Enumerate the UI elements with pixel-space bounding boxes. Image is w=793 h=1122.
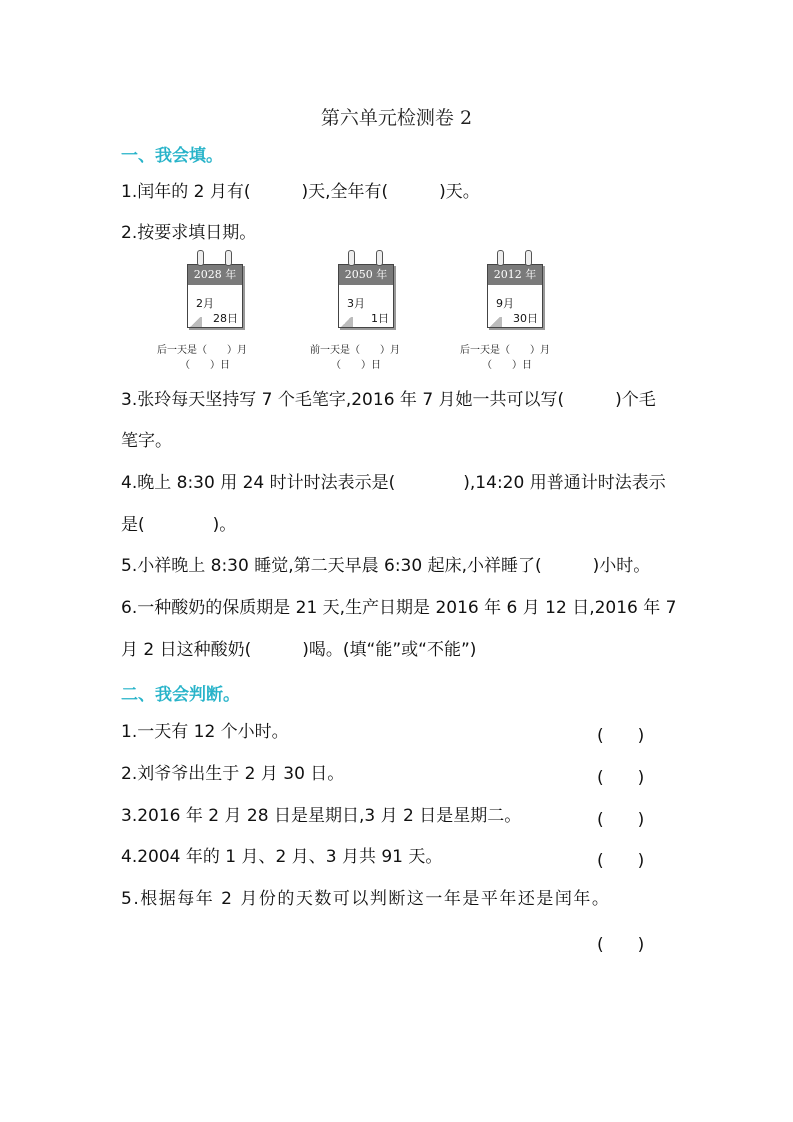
calendar-2028 xyxy=(185,258,243,330)
page-curl-icon xyxy=(488,317,502,327)
binder-ring-icon xyxy=(348,250,355,266)
question-5: 5.小祥晚上 8:30 睡觉,第二天早晨 6:30 起床,小祥睡了( )小时。 xyxy=(121,556,651,576)
calendar-year: 2050 年 xyxy=(339,265,393,285)
calendar-month: 3月 xyxy=(347,297,365,310)
calendar-2012 xyxy=(485,258,543,330)
calendar-day: 1日 xyxy=(371,312,389,325)
answer-paren: ( ) xyxy=(597,851,645,871)
binder-ring-icon xyxy=(197,250,204,266)
question-4-line-1: 4.晚上 8:30 用 24 时计时法表示是( ),14:20 用普通计时法表示 xyxy=(121,473,666,493)
calendar-year: 2012 年 xyxy=(488,265,542,285)
binder-ring-icon xyxy=(225,250,232,266)
question-6-line-2: 月 2 日这种酸奶( )喝。(填“能”或“不能”) xyxy=(121,640,477,660)
question-3-line-1: 3.张玲每天坚持写 7 个毛笔字,2016 年 7 月她一共可以写( )个毛 xyxy=(121,390,656,410)
binder-ring-icon xyxy=(525,250,532,266)
calendar-month: 2月 xyxy=(196,297,214,310)
page-curl-icon xyxy=(339,317,353,327)
binder-ring-icon xyxy=(497,250,504,266)
question-1: 1.闰年的 2 月有( )天,全年有( )天。 xyxy=(121,182,480,202)
judge-item-1: 1.一天有 12 个小时。 xyxy=(121,722,289,742)
judge-item-3: 3.2016 年 2 月 28 日是星期日,3 月 2 日是星期二。 xyxy=(121,806,522,826)
judge-item-5: 5.根据每年 2 月份的天数可以判断这一年是平年还是闰年。 xyxy=(121,889,611,909)
calendar-day: 28日 xyxy=(213,312,238,325)
calendar-caption: 后一天是（ ）月 xyxy=(460,345,550,356)
question-4-line-2: 是( )。 xyxy=(121,515,237,535)
calendar-month: 9月 xyxy=(496,297,514,310)
calendar-day: 30日 xyxy=(513,312,538,325)
calendar-caption: （ ）日 xyxy=(180,360,230,371)
calendar-2050 xyxy=(336,258,394,330)
answer-paren: ( ) xyxy=(597,768,645,788)
calendar-caption: 前一天是（ ）月 xyxy=(310,345,400,356)
answer-paren: ( ) xyxy=(597,726,645,746)
question-2: 2.按要求填日期。 xyxy=(121,223,257,243)
section-heading-fill: 一、我会填。 xyxy=(121,146,223,166)
judge-item-2: 2.刘爷爷出生于 2 月 30 日。 xyxy=(121,764,345,784)
section-heading-judge: 二、我会判断。 xyxy=(121,685,240,705)
calendar-year: 2028 年 xyxy=(188,265,242,285)
page-title: 第六单元检测卷 2 xyxy=(320,107,473,129)
question-3-line-2: 笔字。 xyxy=(121,431,172,451)
calendar-caption: 后一天是（ ）月 xyxy=(157,345,247,356)
page-curl-icon xyxy=(188,317,202,327)
answer-paren: ( ) xyxy=(597,810,645,830)
answer-paren: ( ) xyxy=(597,935,645,955)
calendar-caption: （ ）日 xyxy=(482,360,532,371)
judge-item-4: 4.2004 年的 1 月、2 月、3 月共 91 天。 xyxy=(121,847,443,867)
calendar-caption: （ ）日 xyxy=(331,360,381,371)
question-6-line-1: 6.一种酸奶的保质期是 21 天,生产日期是 2016 年 6 月 12 日,2016 年 7 xyxy=(121,598,677,618)
binder-ring-icon xyxy=(376,250,383,266)
